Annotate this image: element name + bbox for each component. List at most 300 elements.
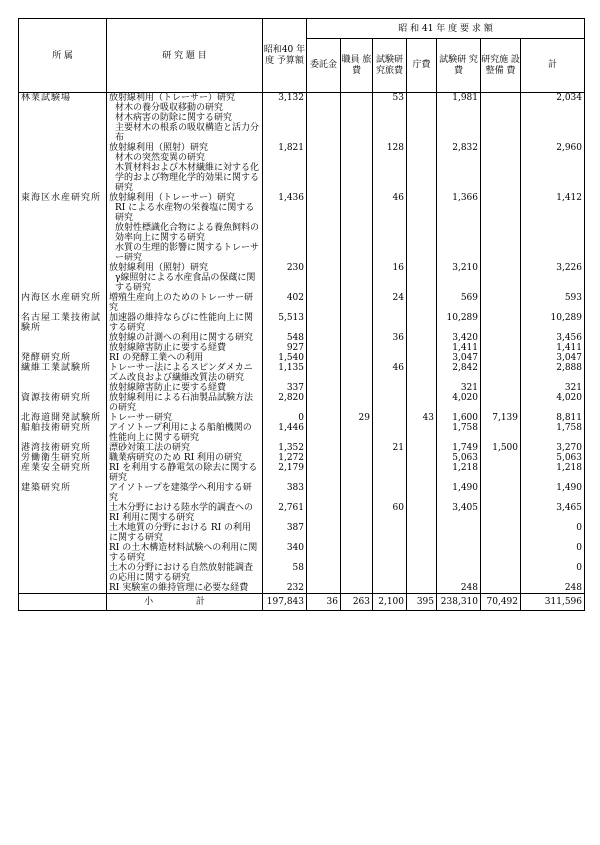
cell-testfee: 128: [373, 143, 407, 153]
cell-research: [437, 163, 481, 193]
cell-commission: [307, 443, 341, 453]
cell-org: 北海道開発試験所: [19, 413, 107, 423]
header-research: 試験研 究 費: [437, 39, 481, 93]
table-row: [19, 103, 585, 113]
cell-b40: 1,540: [263, 353, 307, 363]
cell-org: [19, 273, 107, 293]
cell-commission: [307, 103, 341, 113]
cell-testfee: [373, 123, 407, 143]
cell-b40: 548: [263, 333, 307, 343]
cell-travel: [341, 523, 373, 543]
cell-facility: [481, 293, 521, 313]
cell-commission: [307, 503, 341, 523]
cell-item: 放射線利用（トレーサー）研究: [107, 93, 263, 104]
subtotal-office: 395: [407, 594, 437, 611]
cell-commission: [307, 543, 341, 563]
cell-office: 43: [407, 413, 437, 423]
cell-office: [407, 543, 437, 563]
cell-research: 1,600: [437, 413, 481, 423]
cell-total: 2,034: [521, 93, 585, 104]
cell-item: トレーサー研究: [107, 413, 263, 423]
cell-item: 放射性標識化合物による養魚飼料の効率向上に関する研究: [107, 223, 263, 243]
cell-item: トレーサー法によるスピンダメカニズム改良および繊維改質法の研究: [107, 363, 263, 383]
header-group41: 昭 和 41 年 度 要 求 額: [307, 19, 585, 39]
cell-item: 放射線利用による石油製品試験方法の研究: [107, 393, 263, 413]
cell-office: [407, 153, 437, 163]
table-row: [19, 383, 585, 393]
table-row: [19, 293, 585, 313]
cell-testfee: [373, 223, 407, 243]
cell-item: 木質材料および木材繊維に対する化学的および物理化学的効果に関する研究: [107, 163, 263, 193]
cell-b40: [263, 203, 307, 223]
cell-travel: [341, 223, 373, 243]
cell-item: 放射線の計測への利用に関する研究: [107, 333, 263, 343]
cell-travel: [341, 363, 373, 383]
cell-office: [407, 313, 437, 333]
cell-office: [407, 383, 437, 393]
table-row: [19, 153, 585, 163]
cell-total: [521, 153, 585, 163]
cell-facility: [481, 463, 521, 483]
cell-total: 5,063: [521, 453, 585, 463]
cell-facility: [481, 123, 521, 143]
cell-facility: [481, 143, 521, 153]
cell-travel: [341, 193, 373, 203]
cell-facility: [481, 423, 521, 443]
cell-office: [407, 393, 437, 413]
cell-b40: 2,179: [263, 463, 307, 483]
cell-commission: [307, 193, 341, 203]
cell-org: [19, 243, 107, 263]
cell-office: [407, 203, 437, 223]
cell-total: 1,218: [521, 463, 585, 483]
cell-org: 発酵研究所: [19, 353, 107, 363]
cell-office: [407, 143, 437, 153]
cell-b40: 2,820: [263, 393, 307, 413]
cell-testfee: [373, 523, 407, 543]
cell-travel: [341, 443, 373, 453]
cell-research: [437, 103, 481, 113]
cell-facility: [481, 153, 521, 163]
cell-commission: [307, 123, 341, 143]
cell-commission: [307, 393, 341, 413]
cell-item: 材木病害の防除に関する研究: [107, 113, 263, 123]
cell-b40: 0: [263, 413, 307, 423]
cell-research: 1,366: [437, 193, 481, 203]
cell-research: [437, 123, 481, 143]
cell-office: [407, 423, 437, 443]
cell-research: 1,749: [437, 443, 481, 453]
cell-travel: [341, 103, 373, 113]
cell-testfee: 24: [373, 293, 407, 313]
cell-total: 3,226: [521, 263, 585, 273]
cell-org: [19, 143, 107, 153]
cell-org: [19, 383, 107, 393]
header-budget40: 昭和40 年 度 予算額: [263, 19, 307, 93]
cell-item: 放射線障害防止に要する経費: [107, 343, 263, 353]
table-row: [19, 113, 585, 123]
cell-item: γ線照射による水産食品の保蔵に関する研究: [107, 273, 263, 293]
cell-item: 職業病研究のため RI 利用の研究: [107, 453, 263, 463]
cell-b40: [263, 123, 307, 143]
cell-office: [407, 93, 437, 104]
cell-testfee: [373, 583, 407, 594]
cell-facility: [481, 543, 521, 563]
cell-commission: [307, 353, 341, 363]
subtotal-research: 238,310: [437, 594, 481, 611]
cell-testfee: [373, 113, 407, 123]
cell-org: 船舶技術研究所: [19, 423, 107, 443]
header-facility: 研究施 設整備 費: [481, 39, 521, 93]
header-total: 計: [521, 39, 585, 93]
cell-facility: [481, 393, 521, 413]
cell-b40: 230: [263, 263, 307, 273]
cell-item: アイソトープ利用による船舶機関の性能向上に関する研究: [107, 423, 263, 443]
header-testfee: 試験研 究旅費: [373, 39, 407, 93]
cell-org: [19, 563, 107, 583]
header-commission: 委託金: [307, 39, 341, 93]
table-row: [19, 543, 585, 563]
cell-total: 2,888: [521, 363, 585, 383]
cell-facility: [481, 453, 521, 463]
cell-org: 港湾技術研究所: [19, 443, 107, 453]
cell-facility: [481, 163, 521, 193]
cell-research: 1,490: [437, 483, 481, 503]
cell-item: アイソトープを建築学へ利用する研究: [107, 483, 263, 503]
cell-facility: [481, 503, 521, 523]
cell-item: RI による水産物の栄養塩に関する研究: [107, 203, 263, 223]
cell-office: [407, 243, 437, 263]
table-row: [19, 523, 585, 543]
cell-commission: [307, 143, 341, 153]
table-row: [19, 443, 585, 453]
cell-travel: [341, 483, 373, 503]
table-row: [19, 123, 585, 143]
cell-travel: [341, 113, 373, 123]
cell-research: [437, 153, 481, 163]
cell-office: [407, 443, 437, 453]
cell-office: [407, 353, 437, 363]
cell-research: 4,020: [437, 393, 481, 413]
cell-total: 0: [521, 563, 585, 583]
cell-facility: [481, 343, 521, 353]
cell-research: 3,420: [437, 333, 481, 343]
cell-research: 10,289: [437, 313, 481, 333]
cell-testfee: [373, 543, 407, 563]
cell-total: [521, 163, 585, 193]
cell-b40: [263, 153, 307, 163]
cell-office: [407, 333, 437, 343]
cell-b40: 1,135: [263, 363, 307, 383]
cell-facility: 1,500: [481, 443, 521, 453]
cell-research: [437, 113, 481, 123]
table-row: [19, 313, 585, 333]
cell-office: [407, 293, 437, 313]
cell-commission: [307, 203, 341, 223]
cell-travel: [341, 153, 373, 163]
cell-research: [437, 243, 481, 263]
cell-facility: [481, 93, 521, 104]
cell-facility: [481, 353, 521, 363]
cell-testfee: 16: [373, 263, 407, 273]
cell-b40: 337: [263, 383, 307, 393]
cell-b40: 1,821: [263, 143, 307, 153]
cell-b40: 383: [263, 483, 307, 503]
cell-total: 3,456: [521, 333, 585, 343]
cell-item: 放射線利用（照射）研究: [107, 263, 263, 273]
cell-facility: [481, 363, 521, 383]
cell-item: 放射線障害防止に要する経費: [107, 383, 263, 393]
cell-total: 593: [521, 293, 585, 313]
budget-table: [18, 18, 585, 611]
cell-b40: 387: [263, 523, 307, 543]
cell-testfee: [373, 463, 407, 483]
cell-commission: [307, 263, 341, 273]
cell-commission: [307, 383, 341, 393]
cell-total: 321: [521, 383, 585, 393]
cell-b40: [263, 113, 307, 123]
cell-research: [437, 223, 481, 243]
cell-testfee: 36: [373, 333, 407, 343]
cell-travel: [341, 143, 373, 153]
cell-item: 増殖生産向上のためのトレーサー研究: [107, 293, 263, 313]
cell-testfee: [373, 243, 407, 263]
subtotal-travel: 263: [341, 594, 373, 611]
cell-b40: 5,513: [263, 313, 307, 333]
subtotal-row: [19, 594, 585, 611]
cell-office: [407, 113, 437, 123]
cell-research: [437, 203, 481, 223]
cell-commission: [307, 153, 341, 163]
table-row: [19, 583, 585, 594]
cell-total: [521, 123, 585, 143]
table-row: [19, 503, 585, 523]
cell-total: 0: [521, 543, 585, 563]
cell-testfee: [373, 393, 407, 413]
cell-travel: [341, 563, 373, 583]
cell-commission: [307, 423, 341, 443]
cell-office: [407, 163, 437, 193]
cell-commission: [307, 453, 341, 463]
cell-commission: [307, 273, 341, 293]
cell-total: 3,270: [521, 443, 585, 453]
cell-testfee: [373, 423, 407, 443]
subtotal-commission: 36: [307, 594, 341, 611]
cell-commission: [307, 483, 341, 503]
cell-facility: [481, 263, 521, 273]
cell-travel: [341, 343, 373, 353]
cell-commission: [307, 583, 341, 594]
cell-org: [19, 583, 107, 594]
cell-research: 3,405: [437, 503, 481, 523]
table-row: [19, 163, 585, 193]
subtotal-total: 311,596: [521, 594, 585, 611]
cell-testfee: [373, 413, 407, 423]
cell-facility: [481, 273, 521, 293]
cell-item: RI 実験室の維持管理に必要な経費: [107, 583, 263, 594]
cell-facility: [481, 243, 521, 263]
header-org: 所 属: [19, 19, 107, 93]
cell-travel: [341, 203, 373, 223]
table-row: [19, 563, 585, 583]
cell-office: [407, 503, 437, 523]
cell-item: RI の土木構造材料試験への利用に関する研究: [107, 543, 263, 563]
cell-org: [19, 333, 107, 343]
cell-office: [407, 463, 437, 483]
cell-travel: [341, 293, 373, 313]
subtotal-facility: 70,492: [481, 594, 521, 611]
cell-office: [407, 583, 437, 594]
cell-total: 0: [521, 523, 585, 543]
cell-testfee: [373, 153, 407, 163]
cell-b40: [263, 273, 307, 293]
cell-item: 加速器の維持ならびに性能向上に関する研究: [107, 313, 263, 333]
cell-total: 1,412: [521, 193, 585, 203]
cell-research: 3,047: [437, 353, 481, 363]
cell-org: [19, 123, 107, 143]
cell-travel: [341, 583, 373, 594]
cell-org: 資源技術研究所: [19, 393, 107, 413]
cell-testfee: 53: [373, 93, 407, 104]
cell-org: [19, 113, 107, 123]
cell-total: [521, 103, 585, 113]
cell-org: [19, 203, 107, 223]
cell-facility: [481, 333, 521, 343]
cell-org: [19, 223, 107, 243]
cell-facility: [481, 103, 521, 113]
cell-total: 1,758: [521, 423, 585, 443]
table-row: [19, 263, 585, 273]
cell-testfee: 46: [373, 193, 407, 203]
cell-item: 放射線利用（トレーサー）研究: [107, 193, 263, 203]
subtotal-label: 小 計: [107, 594, 263, 611]
cell-b40: 2,761: [263, 503, 307, 523]
cell-testfee: [373, 483, 407, 503]
cell-travel: [341, 93, 373, 104]
cell-b40: 1,446: [263, 423, 307, 443]
cell-testfee: [373, 353, 407, 363]
cell-travel: [341, 453, 373, 463]
cell-org: 内海区水産研究所: [19, 293, 107, 313]
cell-office: [407, 523, 437, 543]
cell-research: 1,218: [437, 463, 481, 483]
cell-office: [407, 563, 437, 583]
cell-commission: [307, 113, 341, 123]
cell-b40: 1,272: [263, 453, 307, 463]
table-row: [19, 393, 585, 413]
cell-item: 土木の分野における自然放射能調査の応用に関する研究: [107, 563, 263, 583]
cell-office: [407, 103, 437, 113]
cell-item: RI の発酵工業への利用: [107, 353, 263, 363]
cell-facility: [481, 203, 521, 223]
cell-office: [407, 273, 437, 293]
table-body: [19, 93, 585, 594]
cell-research: 1,981: [437, 93, 481, 104]
subtotal-testfee: 2,100: [373, 594, 407, 611]
cell-commission: [307, 293, 341, 313]
cell-b40: [263, 103, 307, 113]
cell-b40: [263, 163, 307, 193]
cell-testfee: [373, 383, 407, 393]
cell-office: [407, 343, 437, 353]
cell-item: 材木の養分吸収移動の研究: [107, 103, 263, 113]
cell-travel: [341, 393, 373, 413]
cell-org: [19, 153, 107, 163]
cell-total: [521, 223, 585, 243]
cell-research: 248: [437, 583, 481, 594]
cell-research: [437, 273, 481, 293]
cell-office: [407, 263, 437, 273]
cell-commission: [307, 243, 341, 263]
table-row: [19, 353, 585, 363]
cell-research: [437, 563, 481, 583]
cell-travel: [341, 123, 373, 143]
cell-travel: [341, 313, 373, 333]
cell-item: 土木地質の分野における RI の利用に関する研究: [107, 523, 263, 543]
cell-commission: [307, 313, 341, 333]
cell-item: 主要材木の根系の吸収構造と活力分布: [107, 123, 263, 143]
cell-item: 水質の生理的影響に関するトレーサー研究: [107, 243, 263, 263]
subtotal-b40: 197,843: [263, 594, 307, 611]
table-row: [19, 463, 585, 483]
cell-research: 3,210: [437, 263, 481, 273]
cell-testfee: [373, 563, 407, 583]
cell-b40: 1,436: [263, 193, 307, 203]
cell-office: [407, 223, 437, 243]
cell-b40: 3,132: [263, 93, 307, 104]
cell-facility: [481, 223, 521, 243]
cell-office: [407, 483, 437, 503]
cell-b40: 58: [263, 563, 307, 583]
cell-testfee: 46: [373, 363, 407, 383]
cell-b40: 1,352: [263, 443, 307, 453]
table-row: [19, 413, 585, 423]
table-row: [19, 483, 585, 503]
cell-total: 2,960: [521, 143, 585, 153]
cell-travel: [341, 543, 373, 563]
cell-office: [407, 363, 437, 383]
cell-commission: [307, 363, 341, 383]
cell-commission: [307, 163, 341, 193]
table-row: [19, 343, 585, 353]
cell-total: 8,811: [521, 413, 585, 423]
cell-org: 名古屋工業技術試験所: [19, 313, 107, 333]
cell-b40: 232: [263, 583, 307, 594]
cell-facility: [481, 313, 521, 333]
cell-total: 10,289: [521, 313, 585, 333]
cell-research: 1,758: [437, 423, 481, 443]
cell-travel: [341, 273, 373, 293]
table-row: [19, 203, 585, 223]
cell-org: [19, 263, 107, 273]
table-row: [19, 143, 585, 153]
cell-facility: [481, 583, 521, 594]
cell-commission: [307, 413, 341, 423]
cell-commission: [307, 93, 341, 104]
cell-testfee: [373, 273, 407, 293]
table-row: [19, 453, 585, 463]
cell-org: [19, 343, 107, 353]
cell-travel: [341, 383, 373, 393]
cell-org: 労働衛生研究所: [19, 453, 107, 463]
cell-total: [521, 243, 585, 263]
cell-total: 1,411: [521, 343, 585, 353]
cell-travel: [341, 423, 373, 443]
cell-total: 1,490: [521, 483, 585, 503]
cell-travel: 29: [341, 413, 373, 423]
table-row: [19, 333, 585, 343]
cell-org: 繊維工業試験所: [19, 363, 107, 383]
